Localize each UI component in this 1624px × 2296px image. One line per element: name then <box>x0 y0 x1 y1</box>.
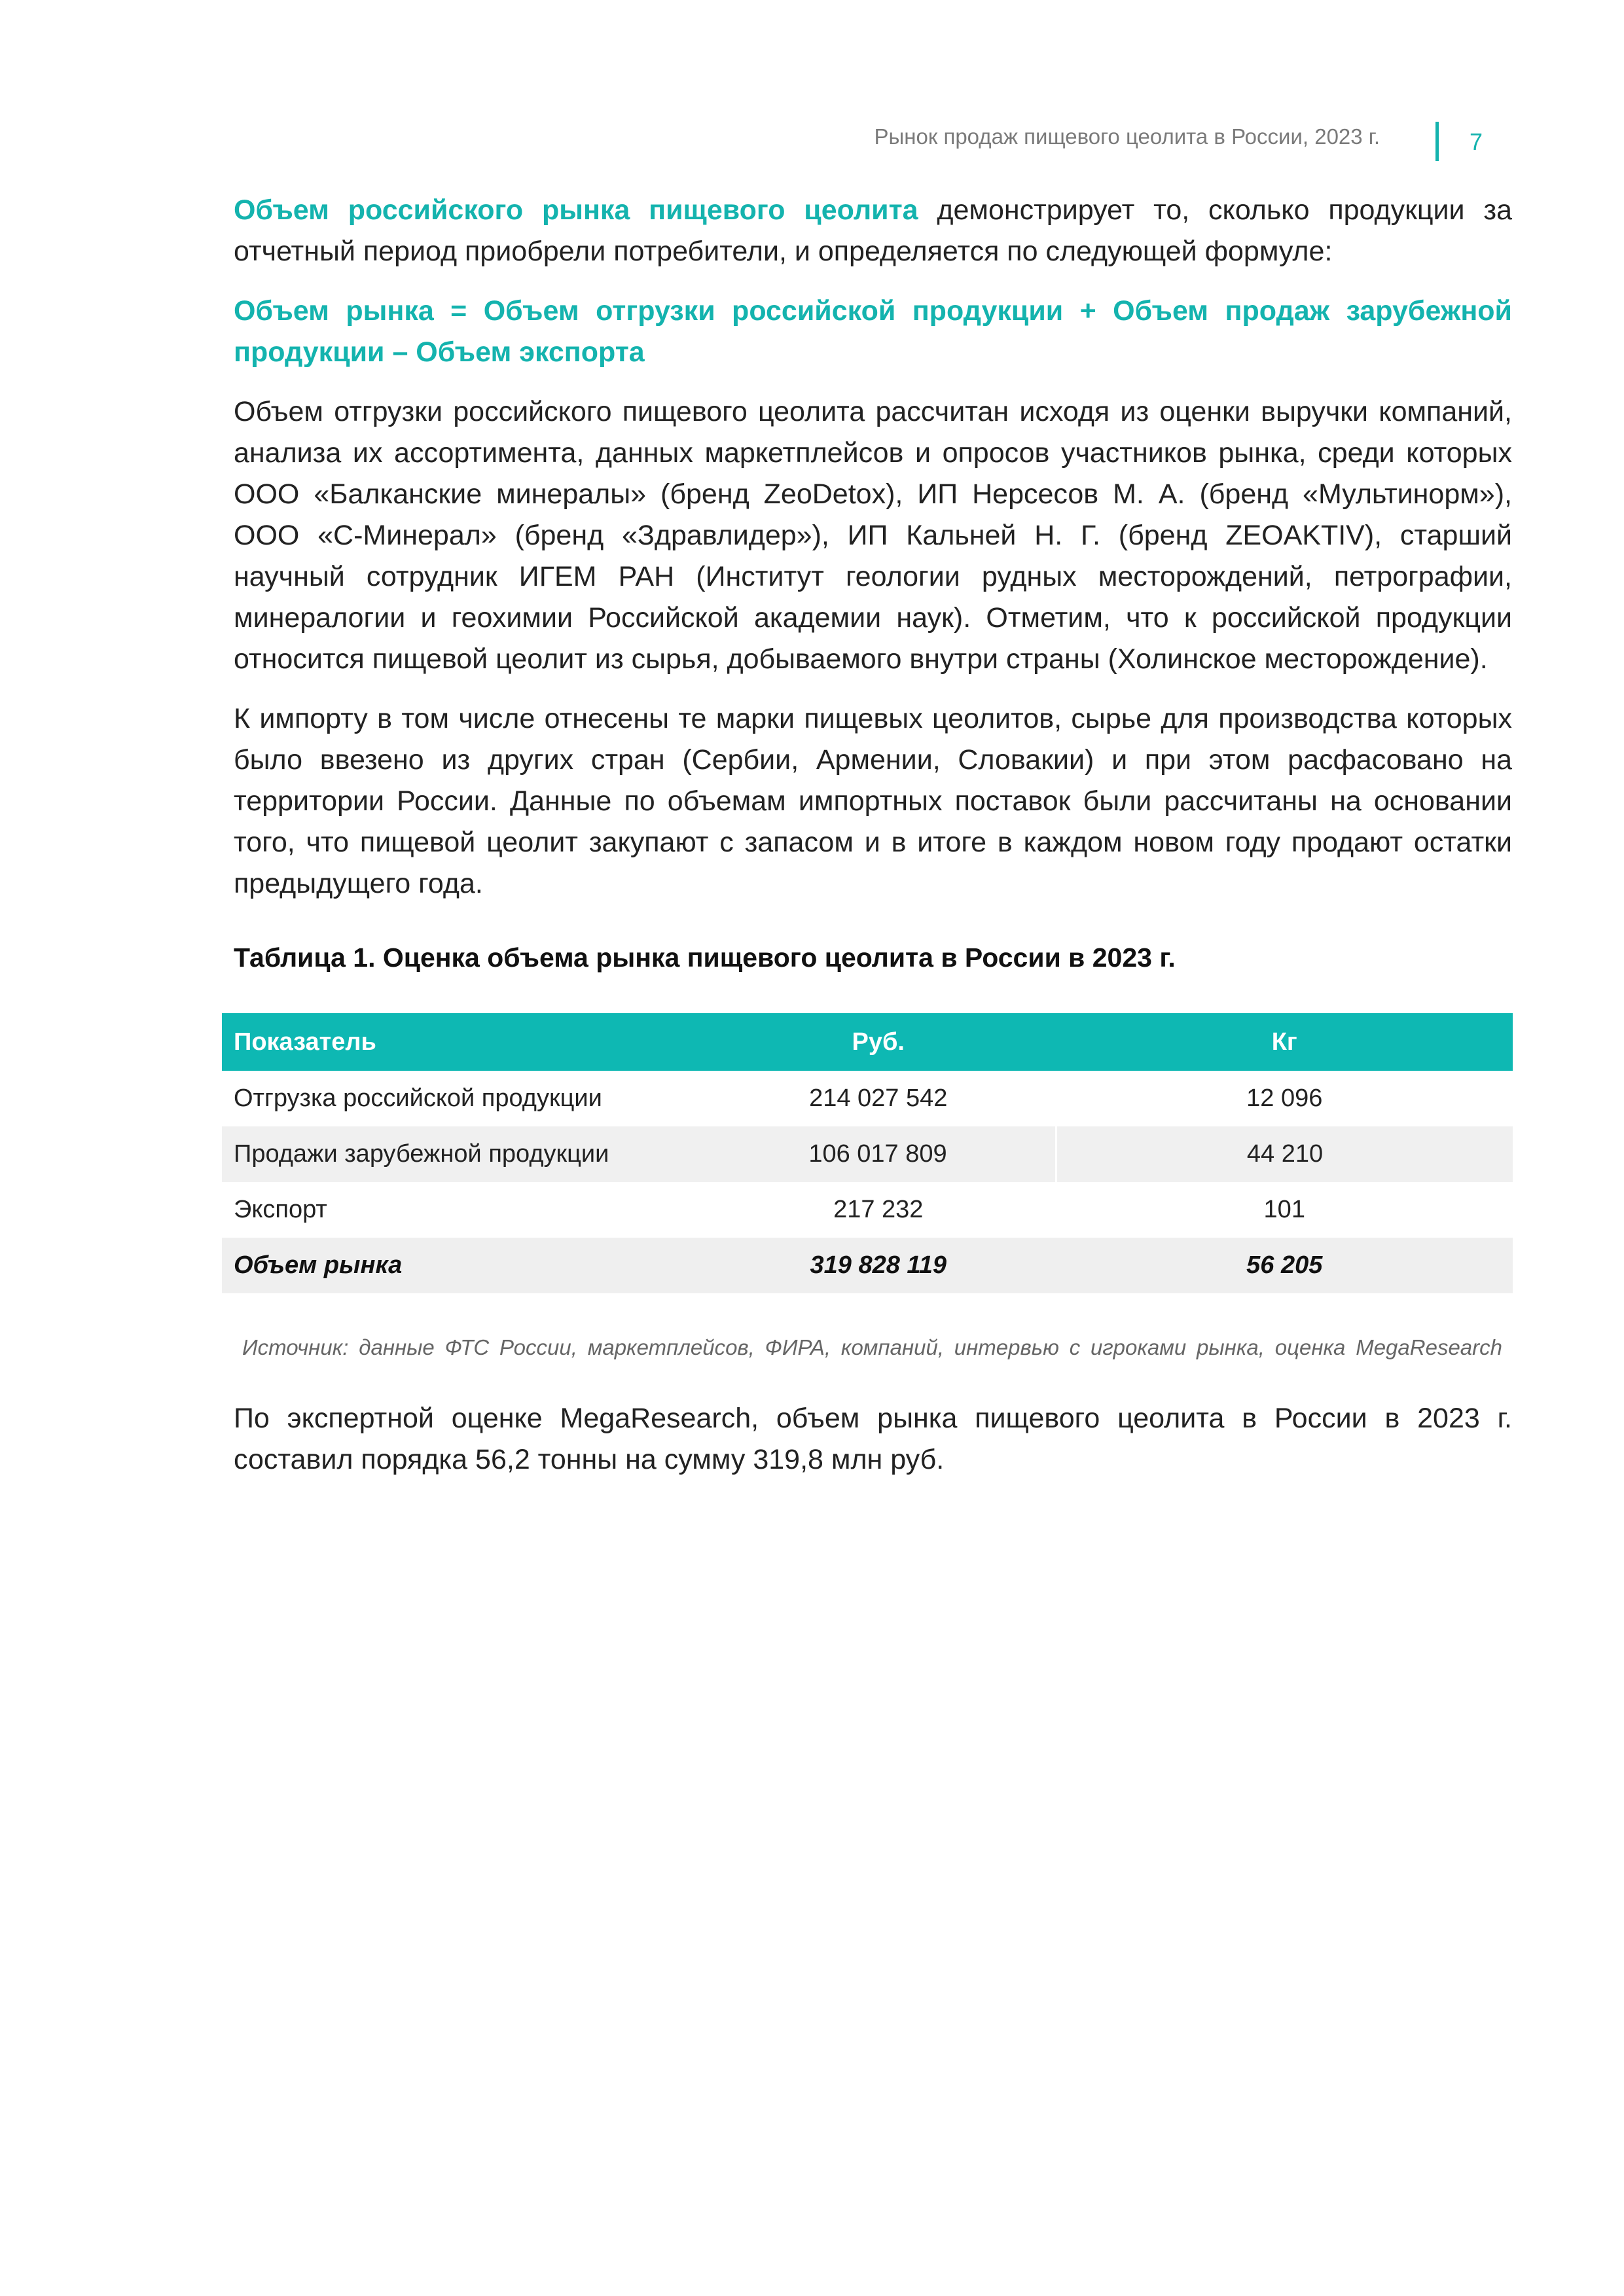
market-volume-table <box>222 1013 1513 1293</box>
row-label: Экспорт <box>234 1196 327 1223</box>
domestic-paragraph: Объем отгрузки российского пищевого цеолита рассчитан исходя из оценки выручки компаний, анализа их ассортимента, данных маркетплейсов и опросов участников рынка, среди которых ООО «Балканские минералы» (бренд ZeoDetox), ИП Нерсесов М. А. (бренд «Мультинорм»), ООО «С-Минерал» (бренд «Здравлидер»), ИП Кальней Н. Г. (бренд ZEOAKTIV), старший научный сотрудник ИГЕМ РАН (Институт геологии рудных месторождений, петрографии, минералогии и геохимии Российской академии наук). Отметим, что к российской продукции относится пищевой цеолит из сырья, добываемого внутри страны (Холинское месторождение). <box>234 396 1512 675</box>
row-rub-value: 217 232 <box>833 1196 924 1223</box>
row-kg-value: 101 <box>1263 1196 1305 1223</box>
running-header-title: Рынок продаж пищевого цеолита в России, 2023 г. <box>874 124 1380 149</box>
table-row <box>222 1126 1513 1182</box>
header-divider <box>1435 122 1439 161</box>
total-kg-value: 56 205 <box>1056 1238 1513 1293</box>
table-source-note: Источник: данные ФТС России, маркетплейсов, ФИРА, компаний, интервью с игроками рынка, оценка MegaResearch <box>242 1335 1502 1359</box>
header-kg: Кг <box>1056 1013 1513 1071</box>
table-total-row <box>222 1238 1513 1293</box>
row-label: Отгрузка российской продукции <box>234 1085 602 1112</box>
table-caption: Таблица 1. Оценка объема рынка пищевого цеолита в России в 2023 г. <box>234 942 1176 973</box>
main-text <box>234 190 1512 905</box>
header-indicator: Показатель <box>222 1013 700 1071</box>
total-rub-value: 319 828 119 <box>700 1238 1056 1293</box>
conclusion-paragraph: По экспертной оценке MegaResearch, объем рынка пищевого цеолита в России в 2023 г. составил порядка 56,2 тонны на сумму 319,8 млн руб. <box>234 1403 1512 1475</box>
row-kg-value: 12 096 <box>1246 1085 1323 1112</box>
import-paragraph: К импорту в том числе отнесены те марки пищевых цеолитов, сырье для производства которых было ввезено из других стран (Сербии, Армении, Словакии) и при этом расфасовано на территории России. Данные по объемам импортных поставок были рассчитаны на основании того, что пищевой цеолит закупают с запасом и в итоге в каждом новом году продают остатки предыдущего года. <box>234 703 1512 899</box>
intro-rest: демонстрирует то, сколько продукции за отчетный период приобрели потребители, и определяется по следующей формуле: <box>234 194 1512 267</box>
intro-highlight: Объем российского рынка пищевого цеолита <box>234 194 918 226</box>
total-label: Объем рынка <box>222 1238 700 1293</box>
row-rub-value: 106 017 809 <box>700 1126 1056 1182</box>
page-number: 7 <box>1470 128 1483 155</box>
market-formula: Объем рынка = Объем отгрузки российской продукции + Объем продаж зарубежной продукции – Объем экспорта <box>234 295 1512 368</box>
row-rub-value: 214 027 542 <box>809 1085 948 1112</box>
intro-paragraph <box>234 190 1512 272</box>
header-rub: Руб. <box>700 1013 1056 1071</box>
table-row <box>222 1071 1513 1126</box>
table-row <box>222 1182 1513 1238</box>
table-header-row <box>222 1013 1513 1071</box>
row-label: Продажи зарубежной продукции <box>222 1126 700 1182</box>
row-kg-value: 44 210 <box>1056 1126 1513 1182</box>
